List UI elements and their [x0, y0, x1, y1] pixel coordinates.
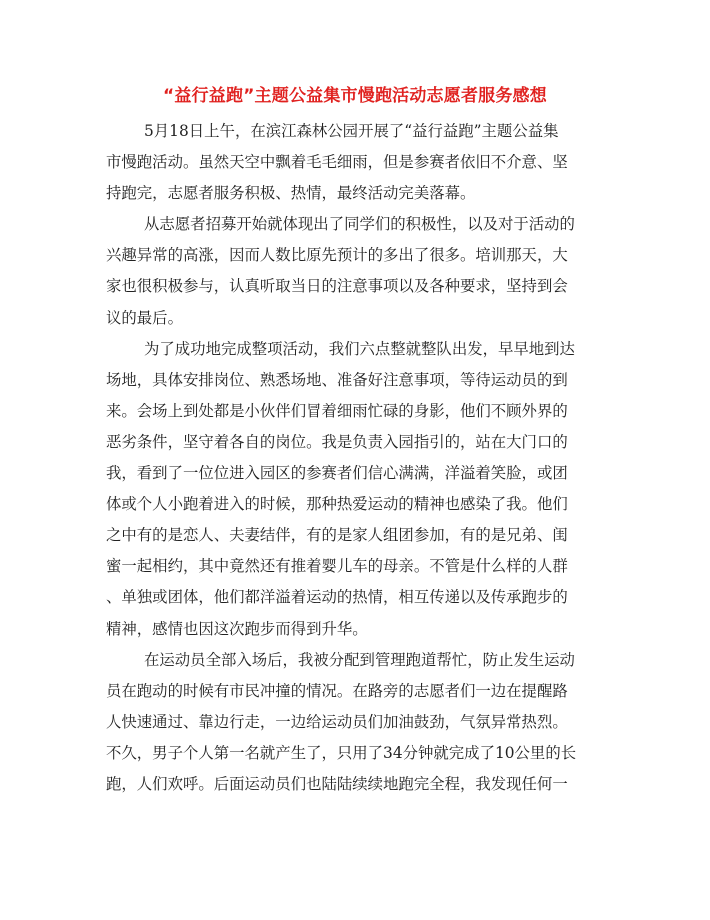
paragraph [106, 334, 606, 645]
text-line: 来。会场上到处都是小伙伴们冒着细雨忙碌的身影，他们不顾外界的 [106, 401, 568, 420]
text-line: 兴趣异常的高涨，因而人数比原先预计的多出了很多。培训那天，大 [106, 246, 568, 265]
text-line: 精神，感情也因这次跑步而得到升华。 [106, 619, 368, 638]
document-body [106, 116, 606, 800]
text-line: 蜜一起相约，其中竟然还有推着婴儿车的母亲。不管是什么样的人群 [106, 557, 568, 576]
text-line: 我，看到了一位位进入园区的参赛者们信心满满，洋溢着笑脸，或团 [106, 464, 568, 483]
text-line: 人快速通过、靠边行走，一边给运动员们加油鼓劲，气氛异常热烈。 [106, 712, 568, 731]
text-line: 、单独或团体，他们都洋溢着运动的热情，相互传递以及传承跑步的 [106, 588, 568, 607]
document-title: “益行益跑”主题公益集市慢跑活动志愿者服务感想 [163, 86, 547, 106]
paragraph [106, 209, 606, 333]
text-line: 之中有的是恋人、夫妻结伴，有的是家人组团参加，有的是兄弟、闺 [106, 526, 568, 545]
text-line: 体或个人小跑着进入的时候，那种热爱运动的精神也感染了我。他们 [106, 495, 568, 514]
text-line: 持跑完，志愿者服务积极、热情，最终活动完美落幕。 [106, 184, 476, 203]
text-line: 员在跑动的时候有市民冲撞的情况。在路旁的志愿者们一边在提醒路 [106, 681, 568, 700]
text-line: 跑，人们欢呼。后面运动员们也陆陆续续地跑完全程，我发现任何一 [106, 774, 568, 793]
text-line: 家也很积极参与，认真听取当日的注意事项以及各种要求，坚持到会 [106, 277, 568, 296]
text-line: 恶劣条件，坚守着各自的岗位。我是负责入园指引的，站在大门口的 [106, 432, 568, 451]
text-line: 为了成功地完成整项活动，我们六点整就整队出发，早早地到达 [144, 339, 575, 358]
text-line: 5月18日上午，在滨江森林公园开展了“益行益跑”主题公益集 [144, 122, 559, 140]
text-line: 在运动员全部入场后，我被分配到管理跑道帮忙，防止发生运动 [144, 650, 575, 669]
paragraph [106, 645, 606, 800]
text-line: 不久，男子个人第一名就产生了，只用了34分钟就完成了10公里的长 [106, 743, 577, 762]
paragraph [106, 116, 606, 209]
text-line: 议的最后。 [106, 308, 183, 327]
text-line: 从志愿者招募开始就体现出了同学们的积极性，以及对于活动的 [144, 215, 575, 234]
text-line: 场地，具体安排岗位、熟悉场地、准备好注意事项，等待运动员的到 [106, 370, 568, 389]
text-line: 市慢跑活动。虽然天空中飘着毛毛细雨，但是参赛者依旧不介意、坚 [106, 153, 568, 172]
